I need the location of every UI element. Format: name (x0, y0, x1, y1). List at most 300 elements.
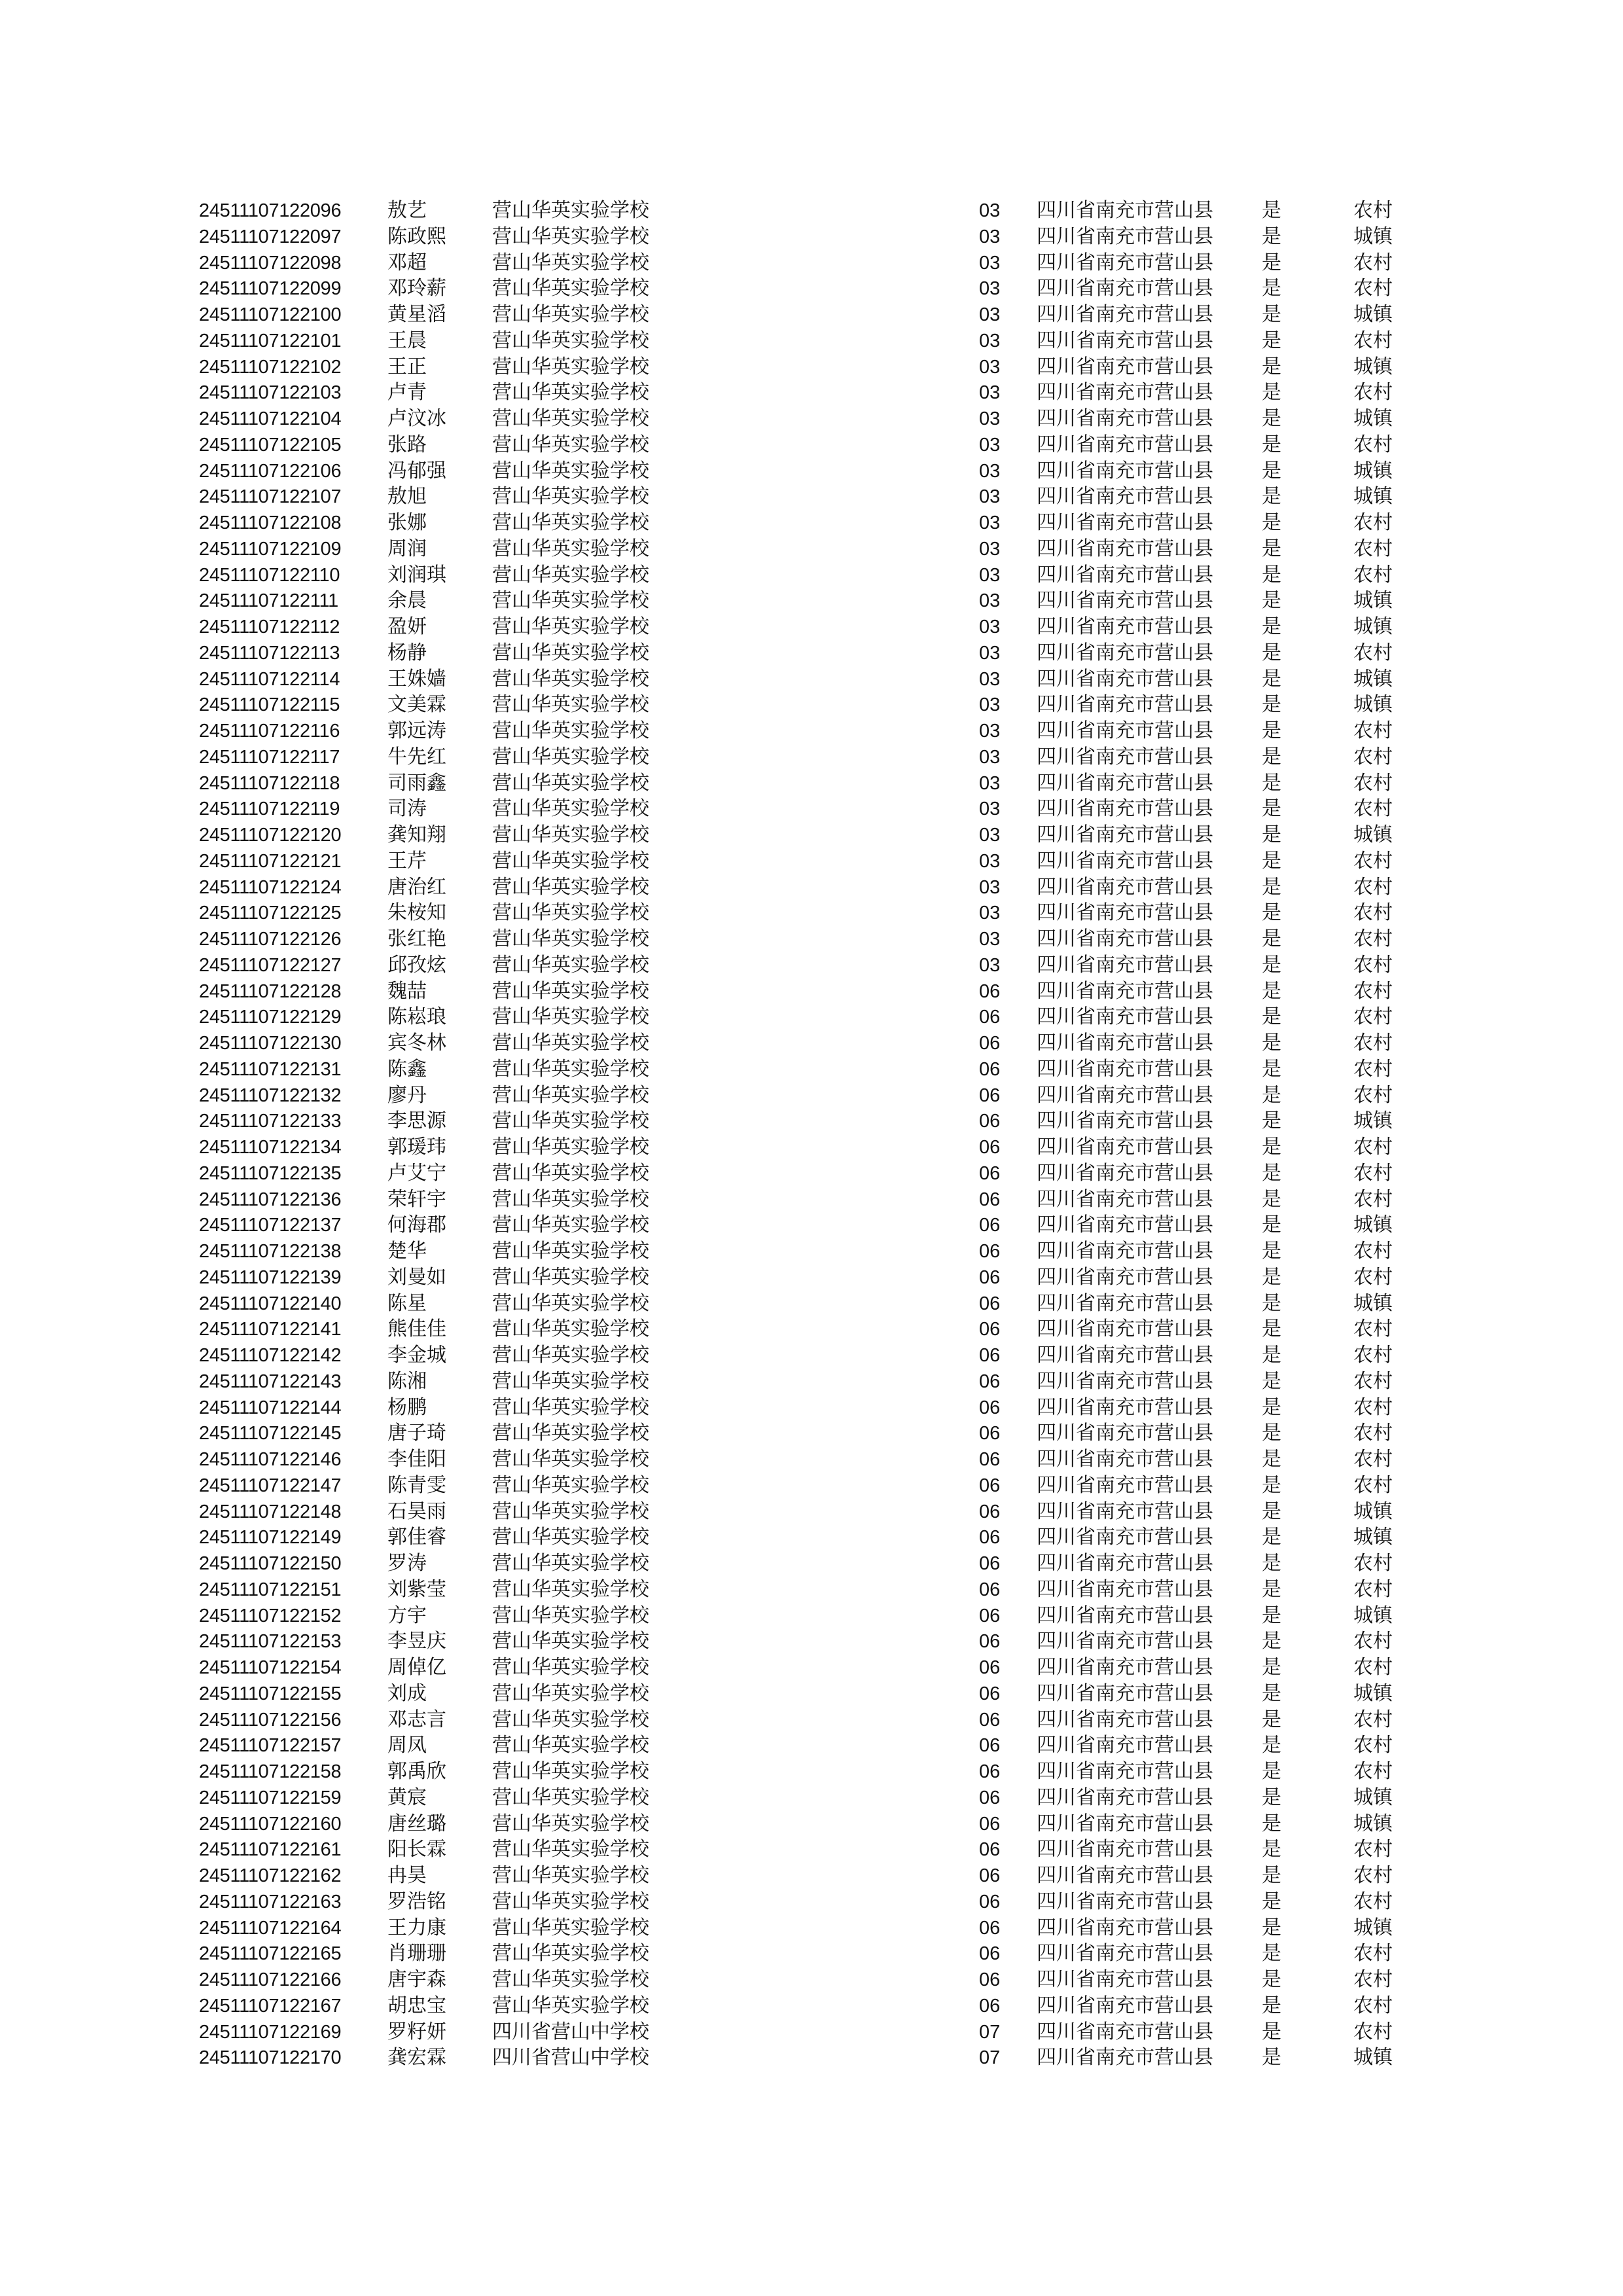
region-cell: 四川省南充市营山县 (1037, 1681, 1213, 1705)
residence-type-cell: 农村 (1353, 433, 1393, 456)
region-cell: 四川省南充市营山县 (1037, 1240, 1213, 1263)
region-cell: 四川省南充市营山县 (1037, 1473, 1213, 1497)
class-code-cell: 03 (979, 564, 1001, 586)
residence-type-cell: 农村 (1353, 1577, 1393, 1601)
school-cell: 营山华英实验学校 (492, 1031, 649, 1054)
student-name-cell: 魏喆 (387, 979, 427, 1003)
table-row (0, 588, 1623, 614)
residence-type-cell: 农村 (1353, 797, 1393, 821)
status-flag-cell: 是 (1262, 1318, 1281, 1341)
school-cell: 营山华英实验学校 (492, 1369, 649, 1393)
table-row (0, 822, 1623, 848)
student-id-cell: 24511107122170 (199, 2047, 342, 2069)
table-row (0, 1004, 1623, 1030)
student-id-cell: 24511107122146 (199, 1449, 342, 1470)
school-cell: 营山华英实验学校 (492, 1577, 649, 1601)
region-cell: 四川省南充市营山县 (1037, 224, 1213, 248)
status-flag-cell: 是 (1262, 1916, 1281, 1939)
school-cell: 营山华英实验学校 (492, 875, 649, 899)
school-cell: 营山华英实验学校 (492, 199, 649, 222)
residence-type-cell: 农村 (1353, 849, 1393, 872)
residence-type-cell: 农村 (1353, 953, 1393, 977)
student-name-cell: 胡忠宝 (387, 1994, 446, 2017)
student-id-cell: 24511107122112 (199, 617, 340, 637)
school-cell: 营山华英实验学校 (492, 615, 649, 638)
region-cell: 四川省南充市营山县 (1037, 771, 1213, 795)
residence-type-cell: 城镇 (1353, 2046, 1393, 2070)
school-cell: 营山华英实验学校 (492, 1265, 649, 1289)
school-cell: 营山华英实验学校 (492, 667, 649, 691)
student-name-cell: 杨鹏 (387, 1395, 427, 1419)
school-cell: 营山华英实验学校 (492, 1604, 649, 1627)
status-flag-cell: 是 (1262, 537, 1281, 560)
residence-type-cell: 农村 (1353, 1005, 1393, 1029)
region-cell: 四川省南充市营山县 (1037, 1395, 1213, 1419)
student-id-cell: 24511107122131 (199, 1058, 342, 1080)
residence-type-cell: 农村 (1353, 771, 1393, 795)
school-cell: 营山华英实验学校 (492, 1344, 649, 1367)
class-code-cell: 06 (979, 1787, 1001, 1808)
residence-type-cell: 农村 (1353, 1395, 1393, 1419)
status-flag-cell: 是 (1262, 1369, 1281, 1393)
status-flag-cell: 是 (1262, 1838, 1281, 1861)
status-flag-cell: 是 (1262, 1473, 1281, 1497)
student-id-cell: 24511107122151 (199, 1579, 342, 1600)
residence-type-cell: 农村 (1353, 1890, 1393, 1913)
table-row (0, 692, 1623, 718)
class-code-cell: 03 (979, 408, 1001, 429)
student-id-cell: 24511107122166 (199, 1969, 342, 1990)
region-cell: 四川省南充市营山县 (1037, 1890, 1213, 1913)
residence-type-cell: 农村 (1353, 1265, 1393, 1289)
residence-type-cell: 农村 (1353, 329, 1393, 352)
residence-type-cell: 农村 (1353, 199, 1393, 222)
residence-type-cell: 农村 (1353, 927, 1393, 950)
student-id-cell: 24511107122104 (199, 408, 342, 429)
status-flag-cell: 是 (1262, 875, 1281, 899)
residence-type-cell: 农村 (1353, 875, 1393, 899)
table-row (0, 380, 1623, 406)
status-flag-cell: 是 (1262, 979, 1281, 1003)
residence-type-cell: 城镇 (1353, 1291, 1393, 1315)
class-code-cell: 03 (979, 617, 1001, 637)
class-code-cell: 06 (979, 1241, 1001, 1262)
student-id-cell: 24511107122155 (199, 1683, 342, 1704)
student-id-cell: 24511107122160 (199, 1813, 342, 1835)
student-name-cell: 杨静 (387, 641, 427, 664)
student-id-cell: 24511107122147 (199, 1475, 342, 1496)
class-code-cell: 06 (979, 980, 1001, 1002)
residence-type-cell: 农村 (1353, 1422, 1393, 1445)
student-name-cell: 周润 (387, 537, 427, 560)
status-flag-cell: 是 (1262, 1785, 1281, 1809)
status-flag-cell: 是 (1262, 1526, 1281, 1549)
student-id-cell: 24511107122121 (199, 850, 342, 872)
table-row (0, 2045, 1623, 2071)
school-cell: 营山华英实验学校 (492, 381, 649, 404)
region-cell: 四川省南充市营山县 (1037, 927, 1213, 950)
region-cell: 四川省南充市营山县 (1037, 511, 1213, 534)
student-name-cell: 邓志言 (387, 1708, 446, 1731)
region-cell: 四川省南充市营山县 (1037, 1344, 1213, 1367)
region-cell: 四川省南充市营山县 (1037, 199, 1213, 222)
class-code-cell: 03 (979, 460, 1001, 482)
status-flag-cell: 是 (1262, 1681, 1281, 1705)
table-row (0, 1785, 1623, 1811)
status-flag-cell: 是 (1262, 1812, 1281, 1835)
region-cell: 四川省南充市营山县 (1037, 1187, 1213, 1211)
class-code-cell: 03 (979, 772, 1001, 794)
table-row (0, 1083, 1623, 1109)
status-flag-cell: 是 (1262, 615, 1281, 638)
status-flag-cell: 是 (1262, 1057, 1281, 1081)
student-id-cell: 24511107122102 (199, 356, 342, 378)
school-cell: 营山华英实验学校 (492, 1760, 649, 1783)
table-row (0, 1265, 1623, 1291)
status-flag-cell: 是 (1262, 355, 1281, 378)
student-name-cell: 王晨 (387, 329, 427, 352)
student-name-cell: 龚宏霖 (387, 2046, 446, 2070)
class-code-cell: 03 (979, 825, 1001, 846)
table-row (0, 354, 1623, 380)
residence-type-cell: 城镇 (1353, 1604, 1393, 1627)
table-row (0, 484, 1623, 510)
student-id-cell: 24511107122138 (199, 1241, 342, 1262)
status-flag-cell: 是 (1262, 2046, 1281, 2070)
student-id-cell: 24511107122159 (199, 1787, 342, 1808)
table-row (0, 1420, 1623, 1446)
status-flag-cell: 是 (1262, 927, 1281, 950)
school-cell: 营山华英实验学校 (492, 1422, 649, 1445)
table-row (0, 1707, 1623, 1733)
residence-type-cell: 农村 (1353, 901, 1393, 925)
student-id-cell: 24511107122158 (199, 1761, 342, 1782)
student-name-cell: 唐子琦 (387, 1422, 446, 1445)
student-name-cell: 牛先红 (387, 745, 446, 768)
table-row (0, 536, 1623, 562)
status-flag-cell: 是 (1262, 1083, 1281, 1107)
student-name-cell: 罗浩铭 (387, 1890, 446, 1913)
class-code-cell: 06 (979, 1709, 1001, 1731)
school-cell: 营山华英实验学校 (492, 771, 649, 795)
student-name-cell: 冯郁强 (387, 459, 446, 482)
residence-type-cell: 农村 (1353, 1473, 1393, 1497)
status-flag-cell: 是 (1262, 1161, 1281, 1185)
school-cell: 营山华英实验学校 (492, 1136, 649, 1158)
region-cell: 四川省南充市营山县 (1037, 849, 1213, 872)
school-cell: 营山华英实验学校 (492, 224, 649, 248)
status-flag-cell: 是 (1262, 1136, 1281, 1158)
school-cell: 营山华英实验学校 (492, 1734, 649, 1757)
status-flag-cell: 是 (1262, 953, 1281, 977)
student-id-cell: 24511107122126 (199, 929, 342, 950)
residence-type-cell: 城镇 (1353, 589, 1393, 613)
status-flag-cell: 是 (1262, 277, 1281, 300)
student-name-cell: 余晨 (387, 589, 427, 613)
residence-type-cell: 农村 (1353, 1448, 1393, 1471)
class-code-cell: 06 (979, 1917, 1001, 1939)
student-id-cell: 24511107122105 (199, 434, 342, 456)
table-row (0, 1238, 1623, 1265)
status-flag-cell: 是 (1262, 1344, 1281, 1367)
table-row (0, 1524, 1623, 1551)
table-row (0, 1212, 1623, 1238)
class-code-cell: 03 (979, 694, 1001, 716)
table-row (0, 1811, 1623, 1837)
region-cell: 四川省南充市营山县 (1037, 329, 1213, 352)
school-cell: 营山华英实验学校 (492, 1213, 649, 1237)
school-cell: 营山华英实验学校 (492, 355, 649, 378)
status-flag-cell: 是 (1262, 1577, 1281, 1601)
student-id-cell: 24511107122097 (199, 226, 342, 247)
student-id-cell: 24511107122125 (199, 903, 342, 924)
region-cell: 四川省南充市营山县 (1037, 303, 1213, 326)
class-code-cell: 03 (979, 668, 1001, 690)
residence-type-cell: 农村 (1353, 2020, 1393, 2043)
school-cell: 营山华英实验学校 (492, 927, 649, 950)
residence-type-cell: 城镇 (1353, 823, 1393, 846)
student-name-cell: 刘润琪 (387, 563, 446, 586)
school-cell: 营山华英实验学校 (492, 1291, 649, 1315)
student-id-cell: 24511107122150 (199, 1553, 342, 1574)
student-id-cell: 24511107122165 (199, 1943, 342, 1965)
school-cell: 营山华英实验学校 (492, 1109, 649, 1133)
status-flag-cell: 是 (1262, 1734, 1281, 1757)
region-cell: 四川省南充市营山县 (1037, 2046, 1213, 2070)
status-flag-cell: 是 (1262, 407, 1281, 430)
residence-type-cell: 农村 (1353, 1344, 1393, 1367)
residence-type-cell: 农村 (1353, 1161, 1393, 1185)
student-name-cell: 熊佳佳 (387, 1318, 446, 1341)
status-flag-cell: 是 (1262, 251, 1281, 274)
class-code-cell: 06 (979, 1345, 1001, 1366)
student-id-cell: 24511107122161 (199, 1839, 342, 1861)
residence-type-cell: 农村 (1353, 745, 1393, 768)
residence-type-cell: 城镇 (1353, 407, 1393, 430)
status-flag-cell: 是 (1262, 797, 1281, 821)
status-flag-cell: 是 (1262, 1552, 1281, 1575)
table-row (0, 458, 1623, 484)
table-row (0, 1915, 1623, 1941)
table-row (0, 614, 1623, 640)
residence-type-cell: 农村 (1353, 1656, 1393, 1679)
table-row (0, 926, 1623, 952)
table-row (0, 1551, 1623, 1577)
student-id-cell: 24511107122124 (199, 876, 342, 898)
class-code-cell: 03 (979, 330, 1001, 351)
school-cell: 营山华英实验学校 (492, 1187, 649, 1211)
status-flag-cell: 是 (1262, 1942, 1281, 1965)
class-code-cell: 06 (979, 1371, 1001, 1392)
class-code-cell: 03 (979, 382, 1001, 404)
student-id-cell: 24511107122135 (199, 1162, 342, 1184)
student-id-cell: 24511107122141 (199, 1319, 342, 1340)
student-name-cell: 盈妍 (387, 615, 427, 638)
residence-type-cell: 农村 (1353, 1838, 1393, 1861)
student-name-cell: 周倬亿 (387, 1656, 446, 1679)
region-cell: 四川省南充市营山县 (1037, 1864, 1213, 1887)
table-row (0, 1187, 1623, 1213)
region-cell: 四川省南充市营山县 (1037, 1968, 1213, 1991)
table-row (0, 432, 1623, 458)
student-id-cell: 24511107122133 (199, 1111, 342, 1132)
region-cell: 四川省南充市营山县 (1037, 1760, 1213, 1783)
residence-type-cell: 农村 (1353, 563, 1393, 586)
class-code-cell: 07 (979, 2047, 1001, 2069)
student-id-cell: 24511107122111 (199, 590, 338, 612)
region-cell: 四川省南充市营山县 (1037, 1552, 1213, 1575)
residence-type-cell: 城镇 (1353, 1499, 1393, 1523)
region-cell: 四川省南充市营山县 (1037, 1109, 1213, 1133)
residence-type-cell: 农村 (1353, 1136, 1393, 1158)
table-row (0, 1837, 1623, 1863)
residence-type-cell: 城镇 (1353, 615, 1393, 638)
student-id-cell: 24511107122110 (199, 564, 340, 586)
status-flag-cell: 是 (1262, 329, 1281, 352)
status-flag-cell: 是 (1262, 1656, 1281, 1679)
status-flag-cell: 是 (1262, 667, 1281, 691)
residence-type-cell: 城镇 (1353, 303, 1393, 326)
status-flag-cell: 是 (1262, 1499, 1281, 1523)
student-name-cell: 敖艺 (387, 199, 427, 222)
residence-type-cell: 农村 (1353, 1552, 1393, 1575)
table-row (0, 796, 1623, 822)
region-cell: 四川省南充市营山县 (1037, 1604, 1213, 1627)
class-code-cell: 03 (979, 304, 1001, 325)
residence-type-cell: 农村 (1353, 1083, 1393, 1107)
student-name-cell: 阳长霖 (387, 1838, 446, 1861)
class-code-cell: 06 (979, 1605, 1001, 1626)
table-row (0, 1446, 1623, 1473)
table-row (0, 1628, 1623, 1655)
class-code-cell: 07 (979, 2021, 1001, 2043)
student-name-cell: 石昊雨 (387, 1499, 446, 1523)
student-name-cell: 王姝嫱 (387, 667, 446, 691)
table-row (0, 952, 1623, 978)
class-code-cell: 03 (979, 226, 1001, 247)
student-id-cell: 24511107122148 (199, 1501, 342, 1522)
student-name-cell: 张娜 (387, 511, 427, 534)
student-name-cell: 罗涛 (387, 1552, 427, 1575)
student-name-cell: 方宇 (387, 1604, 427, 1627)
student-name-cell: 张红艳 (387, 927, 446, 950)
status-flag-cell: 是 (1262, 693, 1281, 717)
status-flag-cell: 是 (1262, 719, 1281, 742)
table-row (0, 770, 1623, 797)
student-id-cell: 24511107122128 (199, 980, 342, 1002)
region-cell: 四川省南充市营山县 (1037, 1916, 1213, 1939)
school-cell: 营山华英实验学校 (492, 1552, 649, 1575)
residence-type-cell: 城镇 (1353, 1785, 1393, 1809)
student-id-cell: 24511107122109 (199, 538, 342, 560)
region-cell: 四川省南充市营山县 (1037, 615, 1213, 638)
residence-type-cell: 城镇 (1353, 1213, 1393, 1237)
table-row (0, 1759, 1623, 1785)
student-name-cell: 冉昊 (387, 1864, 427, 1887)
table-row (0, 1863, 1623, 1889)
class-code-cell: 06 (979, 1215, 1001, 1236)
status-flag-cell: 是 (1262, 1448, 1281, 1471)
status-flag-cell: 是 (1262, 1760, 1281, 1783)
student-name-cell: 黄宸 (387, 1785, 427, 1809)
school-cell: 营山华英实验学校 (492, 693, 649, 717)
student-id-cell: 24511107122164 (199, 1917, 342, 1939)
student-id-cell: 24511107122143 (199, 1371, 342, 1392)
residence-type-cell: 农村 (1353, 251, 1393, 274)
region-cell: 四川省南充市营山县 (1037, 1318, 1213, 1341)
student-name-cell: 李思源 (387, 1109, 446, 1133)
region-cell: 四川省南充市营山县 (1037, 901, 1213, 925)
region-cell: 四川省南充市营山县 (1037, 1577, 1213, 1601)
residence-type-cell: 农村 (1353, 979, 1393, 1003)
school-cell: 营山华英实验学校 (492, 979, 649, 1003)
region-cell: 四川省南充市营山县 (1037, 1734, 1213, 1757)
student-id-cell: 24511107122134 (199, 1137, 342, 1158)
status-flag-cell: 是 (1262, 381, 1281, 404)
student-name-cell: 邱孜炫 (387, 953, 446, 977)
status-flag-cell: 是 (1262, 224, 1281, 248)
class-code-cell: 03 (979, 434, 1001, 456)
table-row (0, 1499, 1623, 1525)
student-name-cell: 刘成 (387, 1681, 427, 1705)
student-name-cell: 廖丹 (387, 1083, 427, 1107)
status-flag-cell: 是 (1262, 563, 1281, 586)
table-row (0, 666, 1623, 692)
student-name-cell: 郭远涛 (387, 719, 446, 742)
status-flag-cell: 是 (1262, 745, 1281, 768)
residence-type-cell: 农村 (1353, 1031, 1393, 1054)
table-row (0, 848, 1623, 874)
status-flag-cell: 是 (1262, 1604, 1281, 1627)
student-name-cell: 邓玲薪 (387, 277, 446, 300)
table-row (0, 1291, 1623, 1317)
residence-type-cell: 农村 (1353, 1369, 1393, 1393)
student-id-cell: 24511107122142 (199, 1345, 342, 1366)
student-name-cell: 敖旭 (387, 485, 427, 509)
student-name-cell: 卢汶冰 (387, 407, 446, 430)
school-cell: 营山华英实验学校 (492, 641, 649, 664)
school-cell: 营山华英实验学校 (492, 537, 649, 560)
student-id-cell: 24511107122108 (199, 512, 342, 533)
table-row (0, 302, 1623, 328)
table-row (0, 276, 1623, 302)
region-cell: 四川省南充市营山县 (1037, 1499, 1213, 1523)
student-name-cell: 陈湘 (387, 1369, 427, 1393)
class-code-cell: 06 (979, 1501, 1001, 1522)
status-flag-cell: 是 (1262, 1031, 1281, 1054)
region-cell: 四川省南充市营山县 (1037, 1942, 1213, 1965)
school-cell: 营山华英实验学校 (492, 1968, 649, 1991)
class-code-cell: 03 (979, 278, 1001, 300)
residence-type-cell: 城镇 (1353, 1681, 1393, 1705)
region-cell: 四川省南充市营山县 (1037, 693, 1213, 717)
school-cell: 营山华英实验学校 (492, 1681, 649, 1705)
student-id-cell: 24511107122153 (199, 1631, 342, 1653)
region-cell: 四川省南充市营山县 (1037, 355, 1213, 378)
class-code-cell: 06 (979, 1631, 1001, 1653)
region-cell: 四川省南充市营山县 (1037, 1213, 1213, 1237)
status-flag-cell: 是 (1262, 303, 1281, 326)
student-name-cell: 刘紫莹 (387, 1577, 446, 1601)
student-id-cell: 24511107122137 (199, 1215, 342, 1236)
table-row (0, 640, 1623, 666)
class-code-cell: 03 (979, 486, 1001, 508)
status-flag-cell: 是 (1262, 1213, 1281, 1237)
region-cell: 四川省南充市营山县 (1037, 1526, 1213, 1549)
class-code-cell: 03 (979, 200, 1001, 221)
residence-type-cell: 城镇 (1353, 1916, 1393, 1939)
school-cell: 营山华英实验学校 (492, 1994, 649, 2017)
